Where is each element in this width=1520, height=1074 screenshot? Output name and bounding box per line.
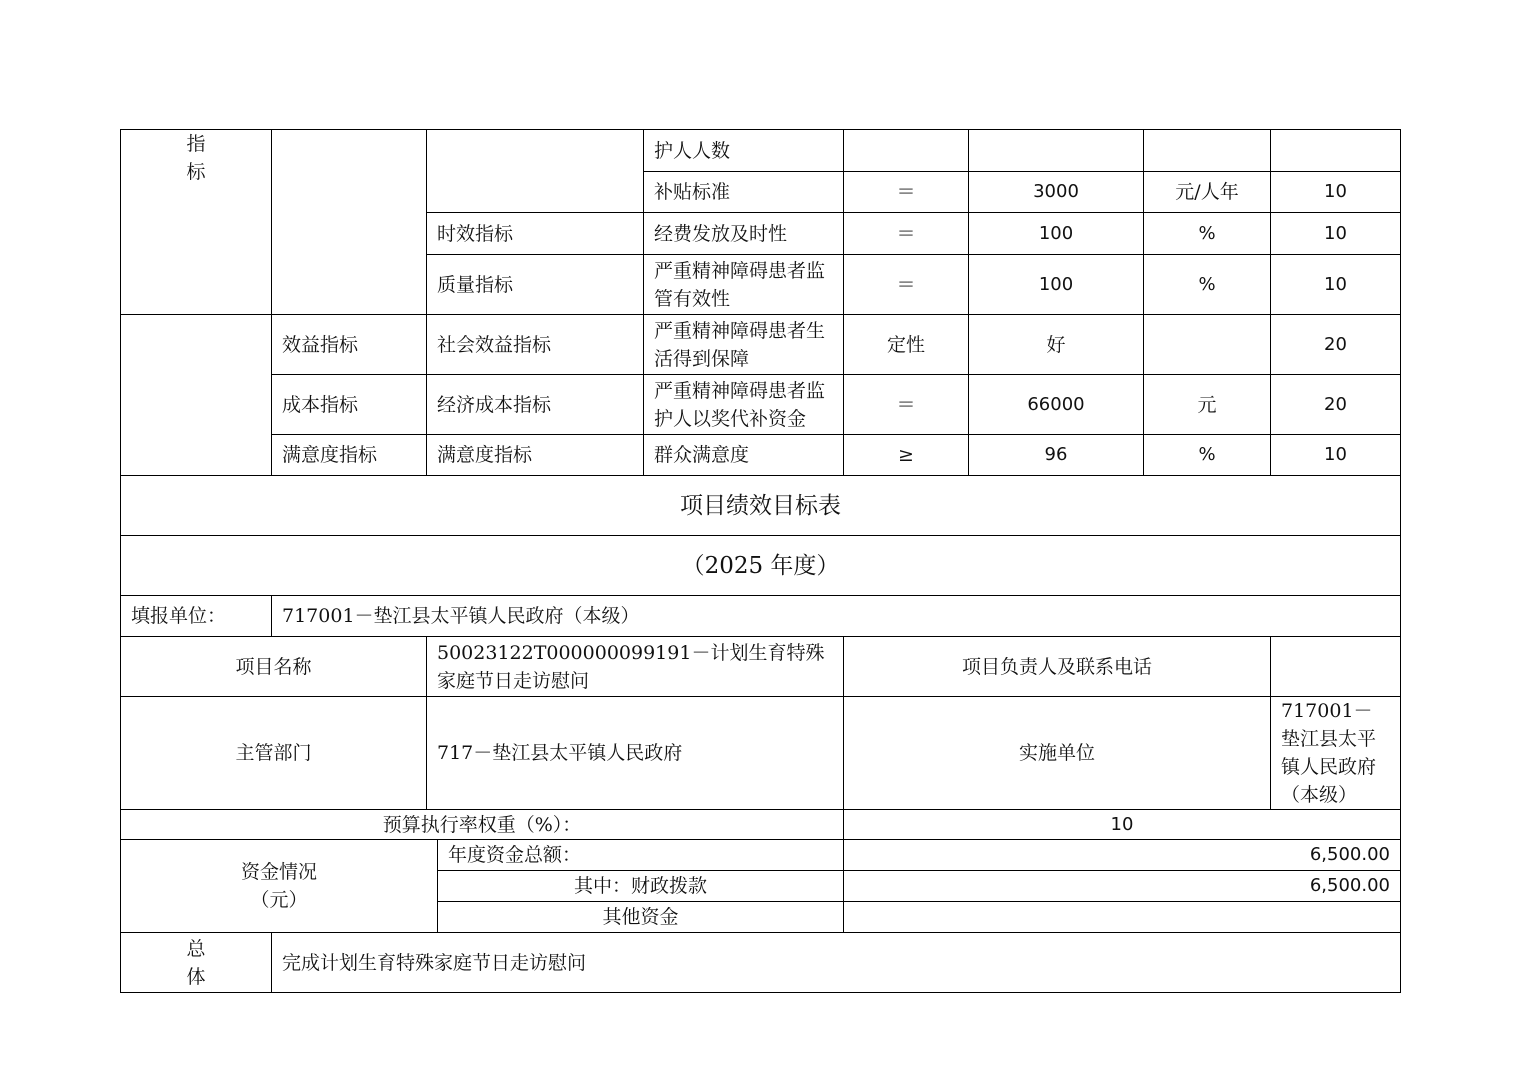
performance-target-table xyxy=(120,129,1401,993)
other-funds-label: 其他资金 xyxy=(438,902,844,933)
fiscal-funds-value: 6,500.00 xyxy=(844,871,1401,902)
indicator-unit: % xyxy=(1144,213,1271,255)
table-row xyxy=(121,476,1401,536)
table-row xyxy=(121,435,1401,476)
indicator-operator: ＝ xyxy=(844,172,969,213)
project-leader-value xyxy=(1271,637,1401,697)
overall-goal-value: 完成计划生育特殊家庭节日走访慰问 xyxy=(272,933,1401,993)
table-row xyxy=(121,840,1401,871)
table-row xyxy=(121,810,1401,840)
indicator-unit: % xyxy=(1144,435,1271,476)
indicator-weight: 10 xyxy=(1271,255,1401,315)
table-row xyxy=(121,933,1401,993)
indicator-name: 群众满意度 xyxy=(644,435,844,476)
indicator-level2: 满意度指标 xyxy=(272,435,427,476)
indicator-level3: 质量指标 xyxy=(427,255,644,315)
table-row xyxy=(121,315,1401,375)
indicator-unit: 元 xyxy=(1144,375,1271,435)
total-funds-value: 6,500.00 xyxy=(844,840,1401,871)
indicator-weight xyxy=(1271,130,1401,172)
supervising-dept-label: 主管部门 xyxy=(121,697,427,810)
project-name-value: 50023122T000000099191－计划生育特殊家庭节日走访慰问 xyxy=(427,637,844,697)
table-row xyxy=(121,536,1401,596)
indicator-operator: ＝ xyxy=(844,255,969,315)
indicator-value: 100 xyxy=(969,255,1144,315)
table-row xyxy=(121,130,1401,172)
total-funds-label: 年度资金总额： xyxy=(438,840,844,871)
table-row xyxy=(121,375,1401,435)
indicator-level1-label: 指 标 xyxy=(121,130,272,315)
indicator-name: 补贴标准 xyxy=(644,172,844,213)
project-name-label: 项目名称 xyxy=(121,637,427,697)
indicator-level2: 成本指标 xyxy=(272,375,427,435)
reporting-unit-value: 717001－垫江县太平镇人民政府（本级） xyxy=(272,596,1401,637)
indicator-weight: 10 xyxy=(1271,172,1401,213)
indicator-name: 护人人数 xyxy=(644,130,844,172)
table-row xyxy=(121,596,1401,637)
project-leader-label: 项目负责人及联系电话 xyxy=(844,637,1271,697)
supervising-dept-value: 717－垫江县太平镇人民政府 xyxy=(427,697,844,810)
implementing-unit-label: 实施单位 xyxy=(844,697,1271,810)
indicator-value: 3000 xyxy=(969,172,1144,213)
indicator-value xyxy=(969,130,1144,172)
indicator-level2-cell xyxy=(272,130,427,315)
overall-goal-label: 总 体 xyxy=(121,933,272,993)
indicator-name: 严重精神障碍患者监管有效性 xyxy=(644,255,844,315)
indicator-name: 严重精神障碍患者生活得到保障 xyxy=(644,315,844,375)
indicator-unit: % xyxy=(1144,255,1271,315)
indicator-name: 严重精神障碍患者监护人以奖代补资金 xyxy=(644,375,844,435)
form-title: 项目绩效目标表 xyxy=(121,476,1401,536)
indicator-level3-cell xyxy=(427,130,644,213)
budget-weight-label: 预算执行率权重（%）： xyxy=(121,810,844,840)
fiscal-funds-label: 其中：财政拨款 xyxy=(438,871,844,902)
indicator-level3: 经济成本指标 xyxy=(427,375,644,435)
funds-label: 资金情况 （元） xyxy=(121,840,438,933)
indicator-unit: 元/人年 xyxy=(1144,172,1271,213)
indicator-level3: 满意度指标 xyxy=(427,435,644,476)
indicator-value: 66000 xyxy=(969,375,1144,435)
table-row xyxy=(121,637,1401,697)
indicator-operator xyxy=(844,130,969,172)
indicator-level1-cell xyxy=(121,315,272,476)
indicator-operator: ＝ xyxy=(844,213,969,255)
indicator-weight: 20 xyxy=(1271,375,1401,435)
reporting-unit-label: 填报单位： xyxy=(121,596,272,637)
indicator-level2: 效益指标 xyxy=(272,315,427,375)
indicator-unit xyxy=(1144,130,1271,172)
indicator-weight: 10 xyxy=(1271,435,1401,476)
indicator-level3: 时效指标 xyxy=(427,213,644,255)
implementing-unit-value: 717001－垫江县太平镇人民政府（本级） xyxy=(1271,697,1401,810)
indicator-name: 经费发放及时性 xyxy=(644,213,844,255)
indicator-weight: 10 xyxy=(1271,213,1401,255)
indicator-value: 96 xyxy=(969,435,1144,476)
budget-weight-value: 10 xyxy=(844,810,1401,840)
indicator-operator: 定性 xyxy=(844,315,969,375)
indicator-operator: ＝ xyxy=(844,375,969,435)
indicator-value: 100 xyxy=(969,213,1144,255)
indicator-value: 好 xyxy=(969,315,1144,375)
indicator-unit xyxy=(1144,315,1271,375)
indicator-operator: ≥ xyxy=(844,435,969,476)
form-year: （2025 年度） xyxy=(121,536,1401,596)
indicator-weight: 20 xyxy=(1271,315,1401,375)
other-funds-value xyxy=(844,902,1401,933)
table-row xyxy=(121,697,1401,810)
indicator-level3: 社会效益指标 xyxy=(427,315,644,375)
